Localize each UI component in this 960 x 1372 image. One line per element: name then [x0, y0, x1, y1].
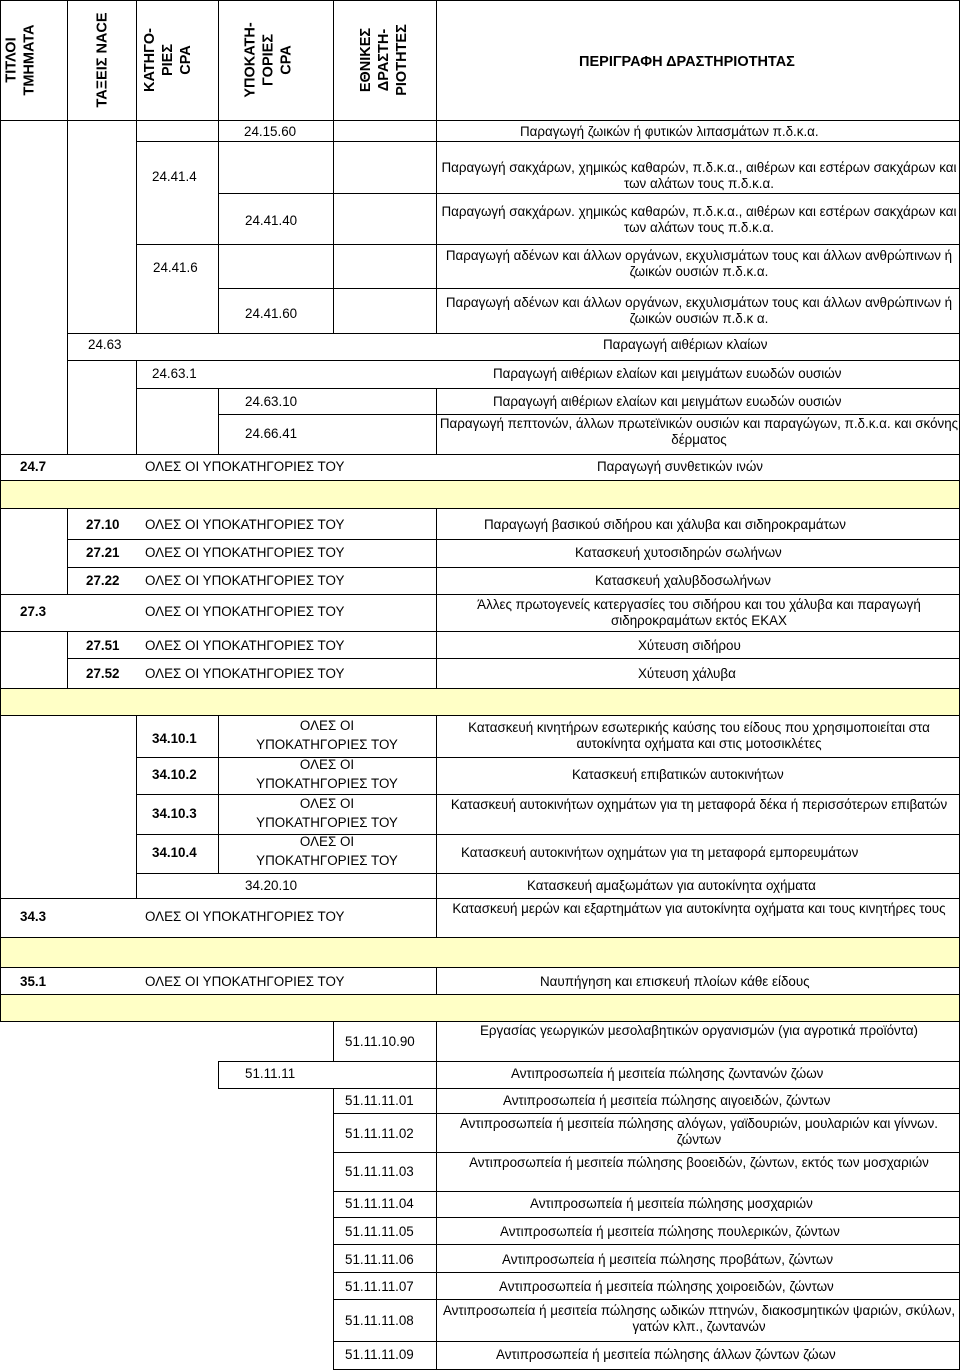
desc-51-11-11-08: Αντιπροσωπεία ή μεσιτεία πώλησης ωδικών πτηνών, διακοσμητικών ψαριών, σκύλων, γατών κλπ., ζωντανών — [442, 1303, 956, 1334]
desc-51-11-10-90: Εργασίας γεωργικών μεσολαβητικών οργανισμών (για αγροτικά προϊόντα) — [479, 1023, 919, 1038]
all-sub-34-3: ΟΛΕΣ ΟΙ ΥΠΟΚΑΤΗΓΟΡΙΕΣ ΤΟΥ — [145, 909, 345, 924]
code-24-41-60: 24.41.60 — [245, 306, 298, 321]
desc-51-11-11-04: Αντιπροσωπεία ή μεσιτεία πώλησης μοσχαριών — [530, 1196, 813, 1211]
code-24-7: 24.7 — [20, 459, 47, 474]
desc-24-63-1: Παραγωγή αιθέριων ελαίων και μειγμάτων ευωδών ουσιών — [493, 366, 842, 381]
header-description: ΠΕΡΙΓΡΑΦΗ ΔΡΑΣΤΗΡΙΟΤΗΤΑΣ — [579, 54, 795, 70]
all-sub-34-10-4-l1: ΟΛΕΣ ΟΙ — [299, 834, 355, 849]
all-sub-34-10-3-l1: ΟΛΕΣ ΟΙ — [299, 796, 355, 811]
all-sub-27-51: ΟΛΕΣ ΟΙ ΥΠΟΚΑΤΗΓΟΡΙΕΣ ΤΟΥ — [145, 638, 345, 653]
desc-51-11-11-07: Αντιπροσωπεία ή μεσιτεία πώλησης χοιροειδών, ζώντων — [499, 1279, 834, 1294]
code-51-11-11-02: 51.11.11.02 — [345, 1126, 414, 1141]
section-separator-band — [0, 995, 960, 1021]
header-titles: ΤΙΤΛΟΙ ΤΜΗΜΑΤΑ — [3, 24, 37, 96]
code-24-63-1: 24.63.1 — [152, 366, 197, 381]
code-51-11-11-08: 51.11.11.08 — [345, 1313, 414, 1328]
code-27-52: 27.52 — [86, 666, 120, 681]
desc-34-10-3: Κατασκευή αυτοκινήτων οχημάτων για τη μεταφορά δέκα ή περισσότερων επιβατών — [450, 797, 948, 812]
code-24-41-4: 24.41.4 — [152, 169, 197, 184]
code-24-41-6: 24.41.6 — [153, 260, 198, 275]
header-national-activities: ΕΘΝΙΚΕΣ ΔΡΑΣΤΗ-ΡΙΟΤΗΤΕΣ — [358, 24, 410, 96]
code-51-11-11: 51.11.11 — [245, 1066, 296, 1081]
code-24-63-10: 24.63.10 — [245, 394, 298, 409]
code-27-10: 27.10 — [86, 517, 120, 532]
header-nace: ΤΑΞΕΙΣ NACE — [95, 12, 112, 108]
section-separator-band — [0, 481, 960, 508]
all-sub-34-10-1-l2: ΥΠΟΚΑΤΗΓΟΡΙΕΣ ΤΟΥ — [256, 737, 398, 752]
code-27-21: 27.21 — [86, 545, 120, 560]
code-51-11-11-05: 51.11.11.05 — [345, 1224, 414, 1239]
all-sub-27-21: ΟΛΕΣ ΟΙ ΥΠΟΚΑΤΗΓΟΡΙΕΣ ΤΟΥ — [145, 545, 345, 560]
desc-27-10: Παραγωγή βασικού σιδήρου και χάλυβα και σιδηροκραμάτων — [484, 517, 846, 532]
code-24-41-40: 24.41.40 — [245, 213, 298, 228]
desc-24-66-41: Παραγωγή πεπτονών, άλλων πρωτεϊνικών ουσιών και παραγώγων, π.δ.κ.α. και σκόνης δέρματος — [439, 416, 959, 447]
code-34-10-3: 34.10.3 — [152, 806, 197, 821]
section-separator-band — [0, 689, 960, 715]
code-51-11-10-90: 51.11.10.90 — [345, 1034, 415, 1049]
desc-35-1: Ναυπήγηση και επισκευή πλοίων κάθε είδους — [540, 974, 810, 989]
desc-24-63-10: Παραγωγή αιθέριων ελαίων και μειγμάτων ευωδών ουσιών — [493, 394, 842, 409]
desc-24-41-60: Παραγωγή αδένων και άλλων οργάνων, εκχυλισμάτων τους και άλλων ανθρώπινων ή ζωικών ουσιών π.δ.κ α. — [445, 295, 953, 326]
desc-27-3: Άλλες πρωτογενείς κατεργασίες του σιδήρου και του χάλυβα και παραγωγή σιδηροκραμάτων εκτός ΕΚΑΧ — [477, 597, 921, 628]
code-34-20-10: 34.20.10 — [245, 878, 298, 893]
code-34-10-4: 34.10.4 — [152, 845, 197, 860]
desc-34-10-2: Κατασκευή επιβατικών αυτοκινήτων — [572, 767, 784, 782]
code-34-10-1: 34.10.1 — [152, 731, 197, 746]
code-27-22: 27.22 — [86, 573, 120, 588]
code-27-51: 27.51 — [86, 638, 120, 653]
all-sub-34-10-4-l2: ΥΠΟΚΑΤΗΓΟΡΙΕΣ ΤΟΥ — [256, 853, 398, 868]
code-34-3: 34.3 — [20, 909, 47, 924]
code-51-11-11-01: 51.11.11.01 — [345, 1093, 414, 1108]
desc-24-7: Παραγωγή συνθετικών ινών — [597, 459, 763, 474]
desc-27-21: Κατασκευή χυτοσιδηρών σωλήνων — [575, 545, 782, 560]
desc-51-11-11: Αντιπροσωπεία ή μεσιτεία πώλησης ζωντανών ζώων — [511, 1066, 824, 1081]
all-sub-34-10-1-l1: ΟΛΕΣ ΟΙ — [299, 718, 355, 733]
header-cpa-subcategory: ΥΠΟΚΑΤΗ-ΓΟΡΙΕΣ CPA — [243, 22, 296, 98]
section-separator-band — [0, 938, 960, 967]
code-51-11-11-04: 51.11.11.04 — [345, 1196, 414, 1211]
all-sub-27-10: ΟΛΕΣ ΟΙ ΥΠΟΚΑΤΗΓΟΡΙΕΣ ΤΟΥ — [145, 517, 345, 532]
desc-34-10-4: Κατασκευή αυτοκινήτων οχημάτων για τη μεταφορά εμπορευμάτων — [461, 845, 859, 860]
desc-24-41-6: Παραγωγή αδένων και άλλων οργάνων, εκχυλισμάτων τους και άλλων ανθρώπινων ή ζωικών ουσιών π.δ.κ.α. — [445, 248, 953, 279]
code-24-15-60: 24.15.60 — [244, 124, 297, 139]
code-24-63: 24.63 — [88, 337, 122, 352]
desc-34-20-10: Κατασκευή αμαξωμάτων για αυτοκίνητα οχήματα — [527, 878, 816, 893]
code-51-11-11-06: 51.11.11.06 — [345, 1252, 414, 1267]
all-sub-27-52: ΟΛΕΣ ΟΙ ΥΠΟΚΑΤΗΓΟΡΙΕΣ ΤΟΥ — [145, 666, 345, 681]
desc-51-11-11-01: Αντιπροσωπεία ή μεσιτεία πώλησης αιγοειδών, ζώντων — [503, 1093, 831, 1108]
code-34-10-2: 34.10.2 — [152, 767, 197, 782]
all-sub-34-10-2-l1: ΟΛΕΣ ΟΙ — [299, 757, 355, 772]
code-27-3: 27.3 — [20, 604, 47, 619]
desc-24-63: Παραγωγή αιθέριων κλαίων — [603, 337, 768, 352]
desc-34-10-1: Κατασκευή κινητήρων εσωτερικής καύσης του είδους που χρησιμοποιείται στα αυτοκίνητα οχήματα και στις μοτοσικλέτες — [468, 720, 930, 751]
desc-34-3: Κατασκευή μερών και εξαρτημάτων για αυτοκίνητα οχήματα και τους κινητήρες τους — [452, 901, 946, 916]
all-sub-35-1: ΟΛΕΣ ΟΙ ΥΠΟΚΑΤΗΓΟΡΙΕΣ ΤΟΥ — [145, 974, 345, 989]
all-sub-24-7: ΟΛΕΣ ΟΙ ΥΠΟΚΑΤΗΓΟΡΙΕΣ ΤΟΥ — [145, 459, 345, 474]
code-51-11-11-03: 51.11.11.03 — [345, 1164, 414, 1179]
all-sub-27-3: ΟΛΕΣ ΟΙ ΥΠΟΚΑΤΗΓΟΡΙΕΣ ΤΟΥ — [145, 604, 345, 619]
desc-51-11-11-09: Αντιπροσωπεία ή μεσιτεία πώλησης άλλων ζώντων ζώων — [496, 1347, 836, 1362]
desc-24-15-60: Παραγωγή ζωικών ή φυτικών λιπασμάτων π.δ.κ.α. — [520, 124, 819, 139]
code-51-11-11-09: 51.11.11.09 — [345, 1347, 414, 1362]
desc-51-11-11-02: Αντιπροσωπεία ή μεσιτεία πώλησης αλόγων, γαϊδουριών, μουλαριών και γίννων. ζώντων — [459, 1116, 939, 1147]
header-cpa-category: ΚΑΤΗΓΟ-ΡΙΕΣ CPA — [142, 28, 195, 92]
all-sub-34-10-3-l2: ΥΠΟΚΑΤΗΓΟΡΙΕΣ ΤΟΥ — [256, 815, 398, 830]
code-51-11-11-07: 51.11.11.07 — [345, 1279, 414, 1294]
desc-27-51: Χύτευση σιδήρου — [638, 638, 741, 653]
all-sub-34-10-2-l2: ΥΠΟΚΑΤΗΓΟΡΙΕΣ ΤΟΥ — [256, 776, 398, 791]
code-35-1: 35.1 — [20, 974, 47, 989]
desc-24-41-40: Παραγωγή σακχάρων. χημικώς καθαρών, π.δ.κ.α., αιθέρων και εστέρων σακχάρων και των αλάτων τους π.δ.κ.α. — [441, 204, 957, 235]
desc-51-11-11-05: Αντιπροσωπεία ή μεσιτεία πώλησης πουλερικών, ζώντων — [500, 1224, 840, 1239]
desc-51-11-11-06: Αντιπροσωπεία ή μεσιτεία πώλησης προβάτων, ζώντων — [502, 1252, 834, 1267]
desc-27-52: Χύτευση χάλυβα — [638, 666, 736, 681]
code-24-66-41: 24.66.41 — [245, 426, 298, 441]
all-sub-27-22: ΟΛΕΣ ΟΙ ΥΠΟΚΑΤΗΓΟΡΙΕΣ ΤΟΥ — [145, 573, 345, 588]
desc-24-41-4: Παραγωγή σακχάρων, χημικώς καθαρών, π.δ.κ.α., αιθέρων και εστέρων σακχάρων και των αλάτων τους π.δ.κ.α. — [441, 160, 957, 191]
desc-27-22: Κατασκευή χαλυβδοσωλήνων — [595, 573, 771, 588]
desc-51-11-11-03: Αντιπροσωπεία ή μεσιτεία πώλησης βοοειδών, ζώντων, εκτός των μοσχαριών — [469, 1155, 929, 1170]
